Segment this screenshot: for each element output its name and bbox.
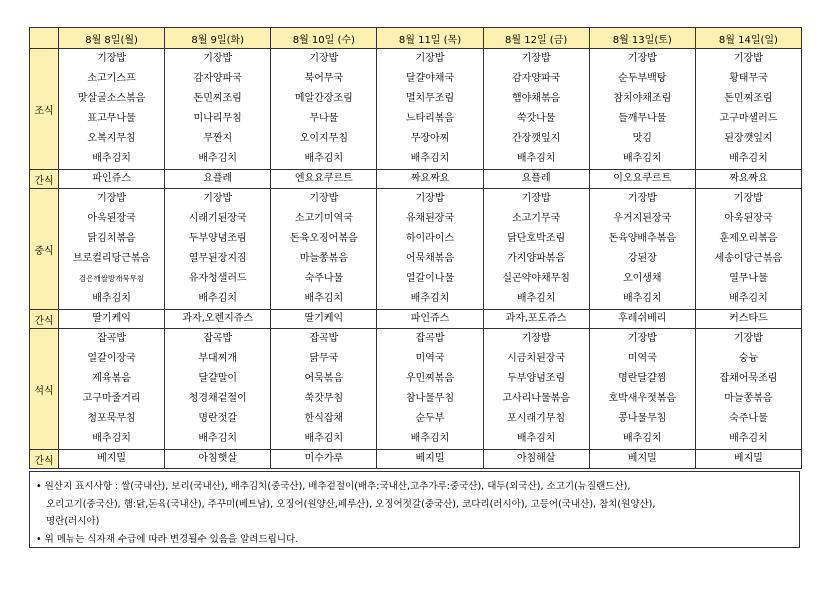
menu-item: 기장밥 xyxy=(521,53,551,64)
menu-item: 기장밥 xyxy=(309,53,339,64)
snack-cell: 과자,오렌지쥬스 xyxy=(165,310,271,329)
menu-item: 기장밥 xyxy=(733,333,763,344)
menu-item: 유자청샐러드 xyxy=(188,273,247,284)
menu-item: 아욱된장국 xyxy=(724,213,773,224)
meal-cell xyxy=(271,189,377,310)
menu-item: 배추김치 xyxy=(410,433,450,444)
snack-row xyxy=(30,450,802,469)
menu-item: 배추김치 xyxy=(729,293,768,304)
menu-item: 기장밥 xyxy=(415,53,445,64)
menu-item: 배추김치 xyxy=(198,293,238,304)
snack-cell: 파인쥬스 xyxy=(59,170,165,189)
menu-item: 배추김치 xyxy=(516,433,556,444)
menu-item: 무짠지 xyxy=(203,133,233,144)
snack-cell: 커스타드 xyxy=(695,310,801,329)
menu-item: 기장밥 xyxy=(627,53,657,64)
menu-item: 얼갈이나물 xyxy=(405,273,455,284)
day-header: 8월 10일 (수) xyxy=(271,28,377,49)
menu-item: 부대찌개 xyxy=(198,353,238,364)
menu-item: 배추김치 xyxy=(198,153,238,164)
menu-item: 고구마샐러드 xyxy=(719,113,778,124)
menu-item: 어묵채볶음 xyxy=(405,253,455,264)
menu-item: 세송이당근볶음 xyxy=(714,253,783,264)
meal-cell xyxy=(483,49,589,170)
menu-item: 미역국 xyxy=(415,353,445,364)
menu-item: 쑥갓나물 xyxy=(516,113,556,124)
snack-cell: 후레쉬베리 xyxy=(589,310,695,329)
meal-cell xyxy=(377,329,483,450)
meal-cell xyxy=(165,329,271,450)
menu-item: 명란달걀찜 xyxy=(618,373,667,384)
menu-item: 오이지무침 xyxy=(299,133,348,144)
menu-item: 소고기무국 xyxy=(511,213,561,224)
menu-item: 닭단호박조림 xyxy=(507,233,566,244)
menu-item: 한식잡채 xyxy=(304,413,344,424)
meal-cell xyxy=(695,189,801,310)
menu-item: 오이생채 xyxy=(622,273,662,284)
menu-item: 기장밥 xyxy=(521,333,551,344)
day-header: 8월 12일 (금) xyxy=(483,28,589,49)
menu-item: 브로컬리당근볶음 xyxy=(72,253,151,264)
menu-item: 배추김치 xyxy=(304,433,344,444)
snack-row xyxy=(30,170,802,189)
menu-item: 유채된장국 xyxy=(405,213,455,224)
day-header: 8월 11일 (목) xyxy=(377,28,483,49)
change-notice: • 위 메뉴는 식자재 수급에 따라 변경될수 있음을 알려드립니다. xyxy=(36,533,299,545)
menu-item: 두부양념조림 xyxy=(507,373,566,384)
menu-item: 순두부 xyxy=(415,413,445,424)
menu-item: 배추김치 xyxy=(92,433,131,444)
menu-item: 열무나물 xyxy=(729,273,768,284)
menu-item: 기장밥 xyxy=(627,333,657,344)
menu-item: 기장밥 xyxy=(203,193,233,204)
menu-item: 두부양념조림 xyxy=(188,233,247,244)
menu-item: 배추김치 xyxy=(198,433,238,444)
snack-cell: 요플레 xyxy=(165,170,271,189)
day-header: 8월 8일(월) xyxy=(59,28,165,49)
menu-item: 검은깨쌀방개묵무침 xyxy=(78,274,145,283)
meal-cell xyxy=(589,189,695,310)
notes-box xyxy=(29,471,800,548)
menu-item: 호박새우젓볶음 xyxy=(608,393,677,404)
menu-item: 가지양파볶음 xyxy=(507,253,566,264)
snack-cell: 짜요짜요 xyxy=(377,170,483,189)
weekly-menu-table xyxy=(29,27,802,469)
menu-item: 돈육오징어볶음 xyxy=(290,233,358,244)
menu-item: 참치야채조림 xyxy=(613,93,672,104)
meal-label: 석식 xyxy=(30,329,59,450)
meal-cell xyxy=(165,49,271,170)
menu-item: 배추김치 xyxy=(92,293,131,304)
meal-label: 조식 xyxy=(30,49,59,170)
menu-item: 잡곡밥 xyxy=(203,333,233,344)
snack-cell: 베지밀 xyxy=(695,450,801,469)
menu-item: 돈민찌조림 xyxy=(193,93,242,104)
meal-cell xyxy=(59,189,165,310)
menu-item: 시금치된장국 xyxy=(507,353,566,364)
menu-item: 열무된장지짐 xyxy=(188,253,247,264)
menu-item: 강된장 xyxy=(627,253,657,264)
menu-item: 북어무국 xyxy=(304,73,344,84)
menu-item: 배추김치 xyxy=(304,153,344,164)
menu-item: 배추김치 xyxy=(410,293,450,304)
meal-label: 간식 xyxy=(30,450,59,469)
origin-note-cont: 오리고기(중국산), 햄:닭,돈육(국내산), 주꾸미(베트남), 오징어(원양산,페루산), 오징어젓갈(중국산), 코다리(러시아), 고등어(국내산), 참치(원양산), xyxy=(46,498,656,510)
meal-cell xyxy=(59,49,165,170)
menu-item: 고구마줄거리 xyxy=(82,393,141,404)
menu-item: 청경채겉절이 xyxy=(188,393,247,404)
menu-item: 간장깻잎지 xyxy=(511,133,561,144)
snack-cell: 짜요짜요 xyxy=(695,170,801,189)
menu-item: 콩나물무침 xyxy=(618,413,667,424)
meal-cell xyxy=(271,49,377,170)
menu-item: 훈제오리볶음 xyxy=(719,233,778,244)
meal-row xyxy=(30,189,802,310)
menu-item: 느타리볶음 xyxy=(405,113,455,124)
snack-cell: 요플레 xyxy=(483,170,589,189)
menu-item: 맛김 xyxy=(632,133,652,144)
snack-cell: 과자,포도쥬스 xyxy=(483,310,589,329)
menu-item: 아욱된장국 xyxy=(87,213,136,224)
menu-item: 마늘쫑볶음 xyxy=(299,253,348,264)
menu-item: 우거지된장국 xyxy=(613,213,672,224)
menu-item: 닭무국 xyxy=(309,353,339,364)
meal-cell xyxy=(165,189,271,310)
day-header: 8월 13일(토) xyxy=(589,28,695,49)
menu-item: 햄야채볶음 xyxy=(511,93,561,104)
menu-item: 잡곡밥 xyxy=(309,333,339,344)
menu-item: 잡곡밥 xyxy=(97,333,127,344)
snack-cell: 아침해살 xyxy=(483,450,589,469)
menu-item: 배추김치 xyxy=(516,153,556,164)
menu-item: 감자양파국 xyxy=(511,73,561,84)
meal-label: 간식 xyxy=(30,310,59,329)
menu-item: 기장밥 xyxy=(733,193,763,204)
corner-cell xyxy=(30,28,59,49)
menu-item: 달걀말이 xyxy=(198,373,238,384)
snack-cell: 이오요쿠르트 xyxy=(589,170,695,189)
menu-item: 기장밥 xyxy=(203,53,233,64)
menu-item: 기장밥 xyxy=(627,193,657,204)
day-header: 8월 9일(화) xyxy=(165,28,271,49)
snack-cell: 아침햇살 xyxy=(165,450,271,469)
menu-item: 배추김치 xyxy=(729,433,768,444)
meal-cell xyxy=(59,329,165,450)
day-header-row xyxy=(30,28,802,49)
menu-item: 표고무나물 xyxy=(87,113,136,124)
menu-item: 배추김치 xyxy=(92,153,131,164)
menu-item: 멸치무조림 xyxy=(405,93,455,104)
menu-item: 잡곡밥 xyxy=(415,333,445,344)
menu-item: 무장아찌 xyxy=(410,133,450,144)
menu-item: 배추김치 xyxy=(622,433,662,444)
origin-note-cont: 명란(러시아) xyxy=(46,516,100,527)
meal-cell xyxy=(589,329,695,450)
meal-cell xyxy=(483,189,589,310)
menu-item: 얼갈이장국 xyxy=(87,353,136,364)
menu-item: 기장밥 xyxy=(415,193,445,204)
menu-item: 기장밥 xyxy=(521,193,551,204)
menu-item: 달걀야채국 xyxy=(405,73,455,84)
menu-item: 배추김치 xyxy=(622,293,662,304)
origin-note: • 원산지 표시사항 : 쌀(국내산), 보리(국내산), 배추김치(중국산), 배추겉절이(배추:국내산,고추가루:중국산), 대두(외국산), 소고기(뉴질랜드산), xyxy=(36,481,631,492)
snack-cell: 베지밀 xyxy=(59,450,165,469)
menu-item: 잡채어묵조림 xyxy=(719,373,778,384)
meal-row xyxy=(30,329,802,450)
menu-item: 참나물무침 xyxy=(405,393,455,404)
menu-item: 미나리무침 xyxy=(193,113,242,124)
meal-cell xyxy=(377,189,483,310)
menu-item: 포시래기무침 xyxy=(507,413,566,424)
meal-cell xyxy=(271,329,377,450)
menu-item: 감자양파국 xyxy=(193,73,242,84)
snack-cell: 파인쥬스 xyxy=(377,310,483,329)
menu-item: 돈육양배추볶음 xyxy=(608,233,677,244)
menu-item: 우민찌볶음 xyxy=(405,373,455,384)
menu-item: 기장밥 xyxy=(97,53,127,64)
menu-item: 황태무국 xyxy=(729,73,768,84)
meal-cell xyxy=(377,49,483,170)
menu-item: 숭늉 xyxy=(738,353,759,364)
menu-item: 소고기스프 xyxy=(87,73,136,84)
meal-cell xyxy=(483,329,589,450)
menu-item: 소고기미역국 xyxy=(294,213,353,224)
snack-cell: 베지밀 xyxy=(589,450,695,469)
snack-cell: 미수가루 xyxy=(271,450,377,469)
snack-cell: 베지밀 xyxy=(377,450,483,469)
meal-cell xyxy=(695,329,801,450)
menu-item: 숙주나물 xyxy=(729,413,768,424)
menu-item: 쑥갓무침 xyxy=(304,393,344,404)
menu-item: 맛살굴소스볶음 xyxy=(77,93,146,104)
meal-row xyxy=(30,49,802,170)
day-header: 8월 14일(일) xyxy=(695,28,801,49)
snack-cell: 딸기케익 xyxy=(59,310,165,329)
menu-item: 실곤약야채무침 xyxy=(502,273,570,284)
menu-item: 기장밥 xyxy=(733,53,763,64)
menu-item: 기장밥 xyxy=(97,193,127,204)
snack-cell: 딸기케익 xyxy=(271,310,377,329)
menu-item: 배추김치 xyxy=(729,153,768,164)
menu-item: 된장깻잎지 xyxy=(724,133,773,144)
snack-row xyxy=(30,310,802,329)
menu-item: 명란젓갈 xyxy=(198,413,238,424)
meal-cell xyxy=(589,49,695,170)
menu-item: 시래기된장국 xyxy=(188,213,247,224)
menu-item: 청포묵무침 xyxy=(87,413,136,424)
menu-item: 닭김치볶음 xyxy=(87,233,136,244)
menu-item: 기장밥 xyxy=(309,193,339,204)
menu-item: 배추김치 xyxy=(516,293,556,304)
menu-item: 무나물 xyxy=(309,113,339,124)
menu-item: 배추김치 xyxy=(622,153,662,164)
meal-label: 간식 xyxy=(30,170,59,189)
menu-item: 숙주나물 xyxy=(304,273,344,284)
menu-item: 고사리나물볶음 xyxy=(502,393,570,404)
menu-item: 하이라이스 xyxy=(405,233,455,244)
menu-item: 마늘쫑볶음 xyxy=(724,393,773,404)
menu-item: 제육볶음 xyxy=(92,373,131,384)
menu-item: 돈민찌조림 xyxy=(724,93,773,104)
menu-item: 미역국 xyxy=(627,353,657,364)
snack-cell: 엔요요쿠르트 xyxy=(271,170,377,189)
meal-label: 중식 xyxy=(30,189,59,310)
menu-item: 들깨무나물 xyxy=(618,113,667,124)
menu-item: 메알간장조림 xyxy=(294,93,353,104)
menu-item: 배추김치 xyxy=(304,293,344,304)
menu-item: 순두부백탕 xyxy=(618,73,667,84)
menu-item: 오복지무침 xyxy=(87,133,136,144)
meal-cell xyxy=(695,49,801,170)
menu-item: 어묵볶음 xyxy=(304,373,344,384)
menu-item: 배추김치 xyxy=(410,153,450,164)
